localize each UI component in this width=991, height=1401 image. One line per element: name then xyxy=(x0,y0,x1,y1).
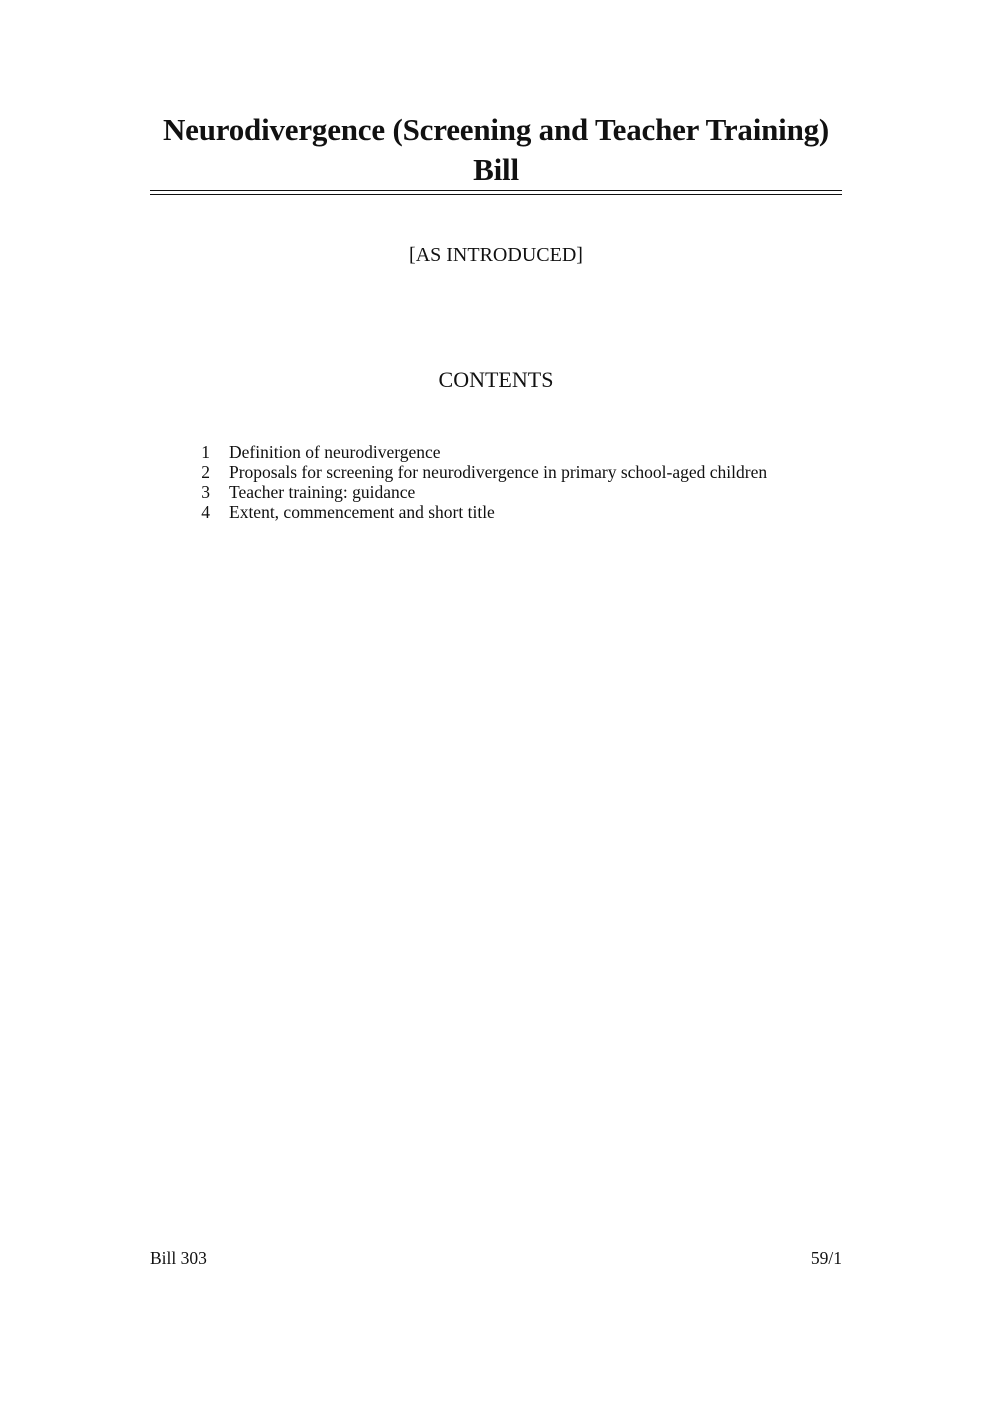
bill-title-line-2: Bill xyxy=(473,152,519,187)
contents-item-number: 1 xyxy=(201,442,210,462)
bill-title-line-1: Neurodivergence (Screening and Teacher Training) xyxy=(162,112,830,147)
contents-item-number: 2 xyxy=(201,462,210,482)
contents-item xyxy=(190,462,767,482)
footer-reference: 59/1 xyxy=(810,1248,842,1268)
contents-item-text: Definition of neurodivergence xyxy=(229,442,441,462)
title-rule-bottom xyxy=(150,194,842,195)
contents-item xyxy=(190,502,767,522)
title-rule-top xyxy=(150,190,842,191)
footer-bill-number: Bill 303 xyxy=(150,1248,207,1268)
contents-item-text: Teacher training: guidance xyxy=(229,482,416,502)
contents-item-text: Proposals for screening for neurodivergence in primary school-aged children xyxy=(229,462,768,482)
bill-status: [AS INTRODUCED] xyxy=(409,244,583,266)
contents-item xyxy=(190,442,767,462)
bill-title xyxy=(150,110,842,190)
contents-item-number: 4 xyxy=(201,502,210,522)
contents-item-number: 3 xyxy=(201,482,210,502)
contents-item-text: Extent, commencement and short title xyxy=(229,502,495,522)
contents-item xyxy=(190,482,767,502)
contents-list xyxy=(190,442,767,522)
contents-heading: CONTENTS xyxy=(438,367,554,392)
